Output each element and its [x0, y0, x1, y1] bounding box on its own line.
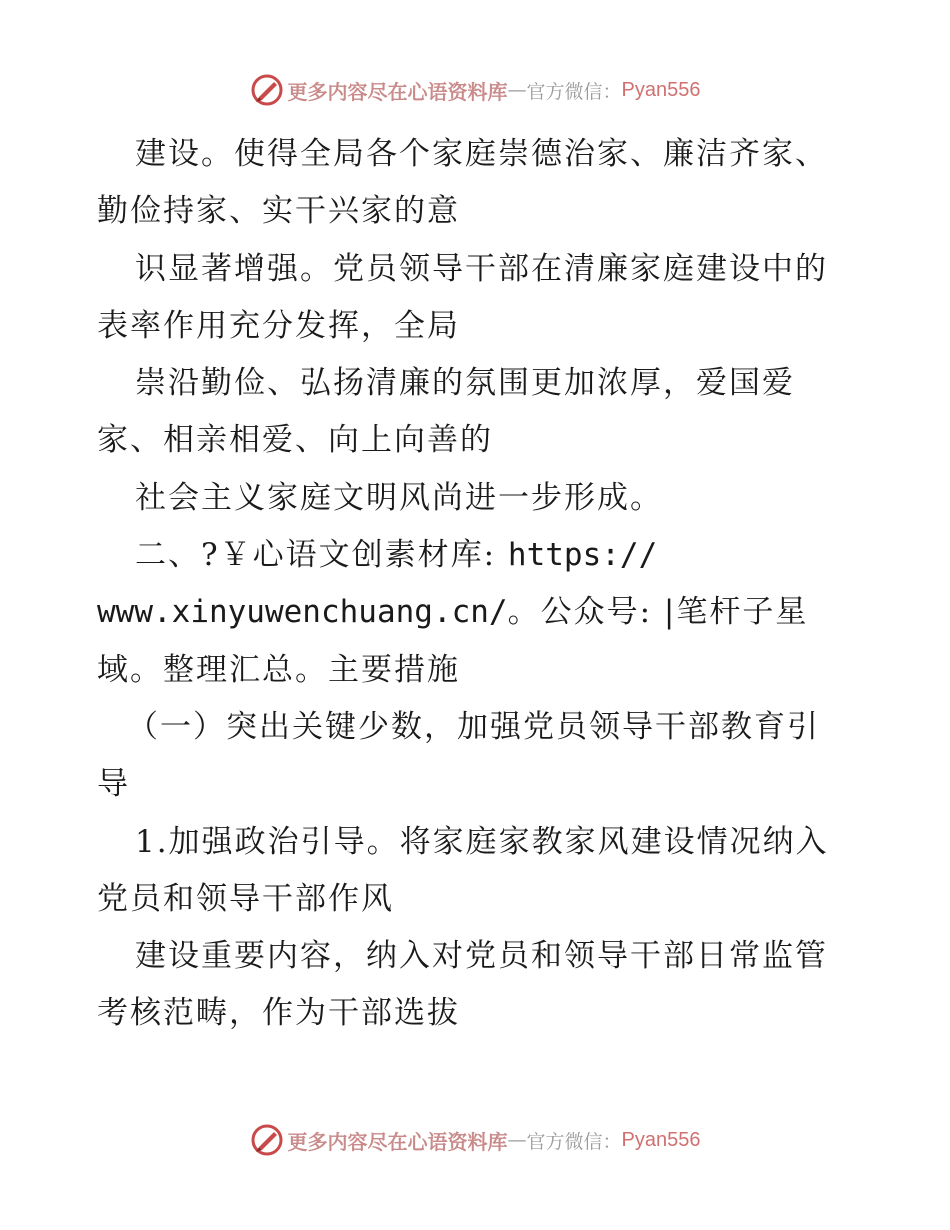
text-line-16: 考核范畴，作为干部选拔: [97, 995, 460, 1032]
watermark-id: Pyan556: [621, 1128, 701, 1151]
footer-watermark: [0, 1120, 950, 1160]
watermark-dash: —: [507, 79, 527, 101]
document-body: [97, 126, 877, 1043]
text-line-8: [97, 527, 877, 584]
text-line-5: 崇沿勤俭、弘扬清廉的氛围更加浓厚，爱国爱: [135, 365, 795, 402]
subheading-1: （一）突出关键少数，加强党员领导干部教育引: [127, 708, 820, 745]
watermark-id: Pyan556: [621, 78, 701, 101]
logo-icon: [250, 73, 284, 107]
watermark-text: 更多内容尽在心语资料库: [287, 79, 508, 104]
text-line-9: [97, 584, 877, 641]
text-line-12: 导: [97, 766, 130, 803]
watermark-dash: —: [507, 1129, 527, 1151]
header-watermark: [0, 70, 950, 110]
url-part-1: https://: [507, 537, 658, 574]
logo-icon: [250, 1123, 284, 1157]
text-line-13: 1.加强政治引导。将家庭家教家风建设情况纳入: [135, 823, 829, 860]
text-line-4: 表率作用充分发挥，全局: [97, 307, 460, 344]
watermark-label: 官方微信：: [526, 1130, 622, 1153]
section-heading-2: 二、?￥心语文创素材库:: [135, 537, 508, 574]
text-line-14: 党员和领导干部作风: [97, 880, 394, 917]
text-line-1: 建设。使得全局各个家庭崇德治家、廉洁齐家、: [135, 136, 828, 172]
text-line-2: 勤俭持家、实干兴家的意: [97, 193, 460, 230]
text-line-3: 识显著增强。党员领导干部在清廉家庭建设中的: [135, 250, 828, 287]
public-account-text: 。公众号: |笔杆子星: [507, 594, 809, 631]
text-line-7: 社会主义家庭文明风尚进一步形成。: [135, 479, 663, 516]
text-line-15: 建设重要内容，纳入对党员和领导干部日常监管: [135, 938, 828, 975]
watermark-text: 更多内容尽在心语资料库: [287, 1129, 508, 1154]
text-line-10: 域。整理汇总。主要措施: [97, 651, 460, 688]
text-line-6: 家、相亲相爱、向上向善的: [97, 422, 493, 459]
watermark-label: 官方微信：: [526, 80, 622, 103]
url-part-2: www.xinyuwenchuang.cn/: [97, 594, 508, 631]
